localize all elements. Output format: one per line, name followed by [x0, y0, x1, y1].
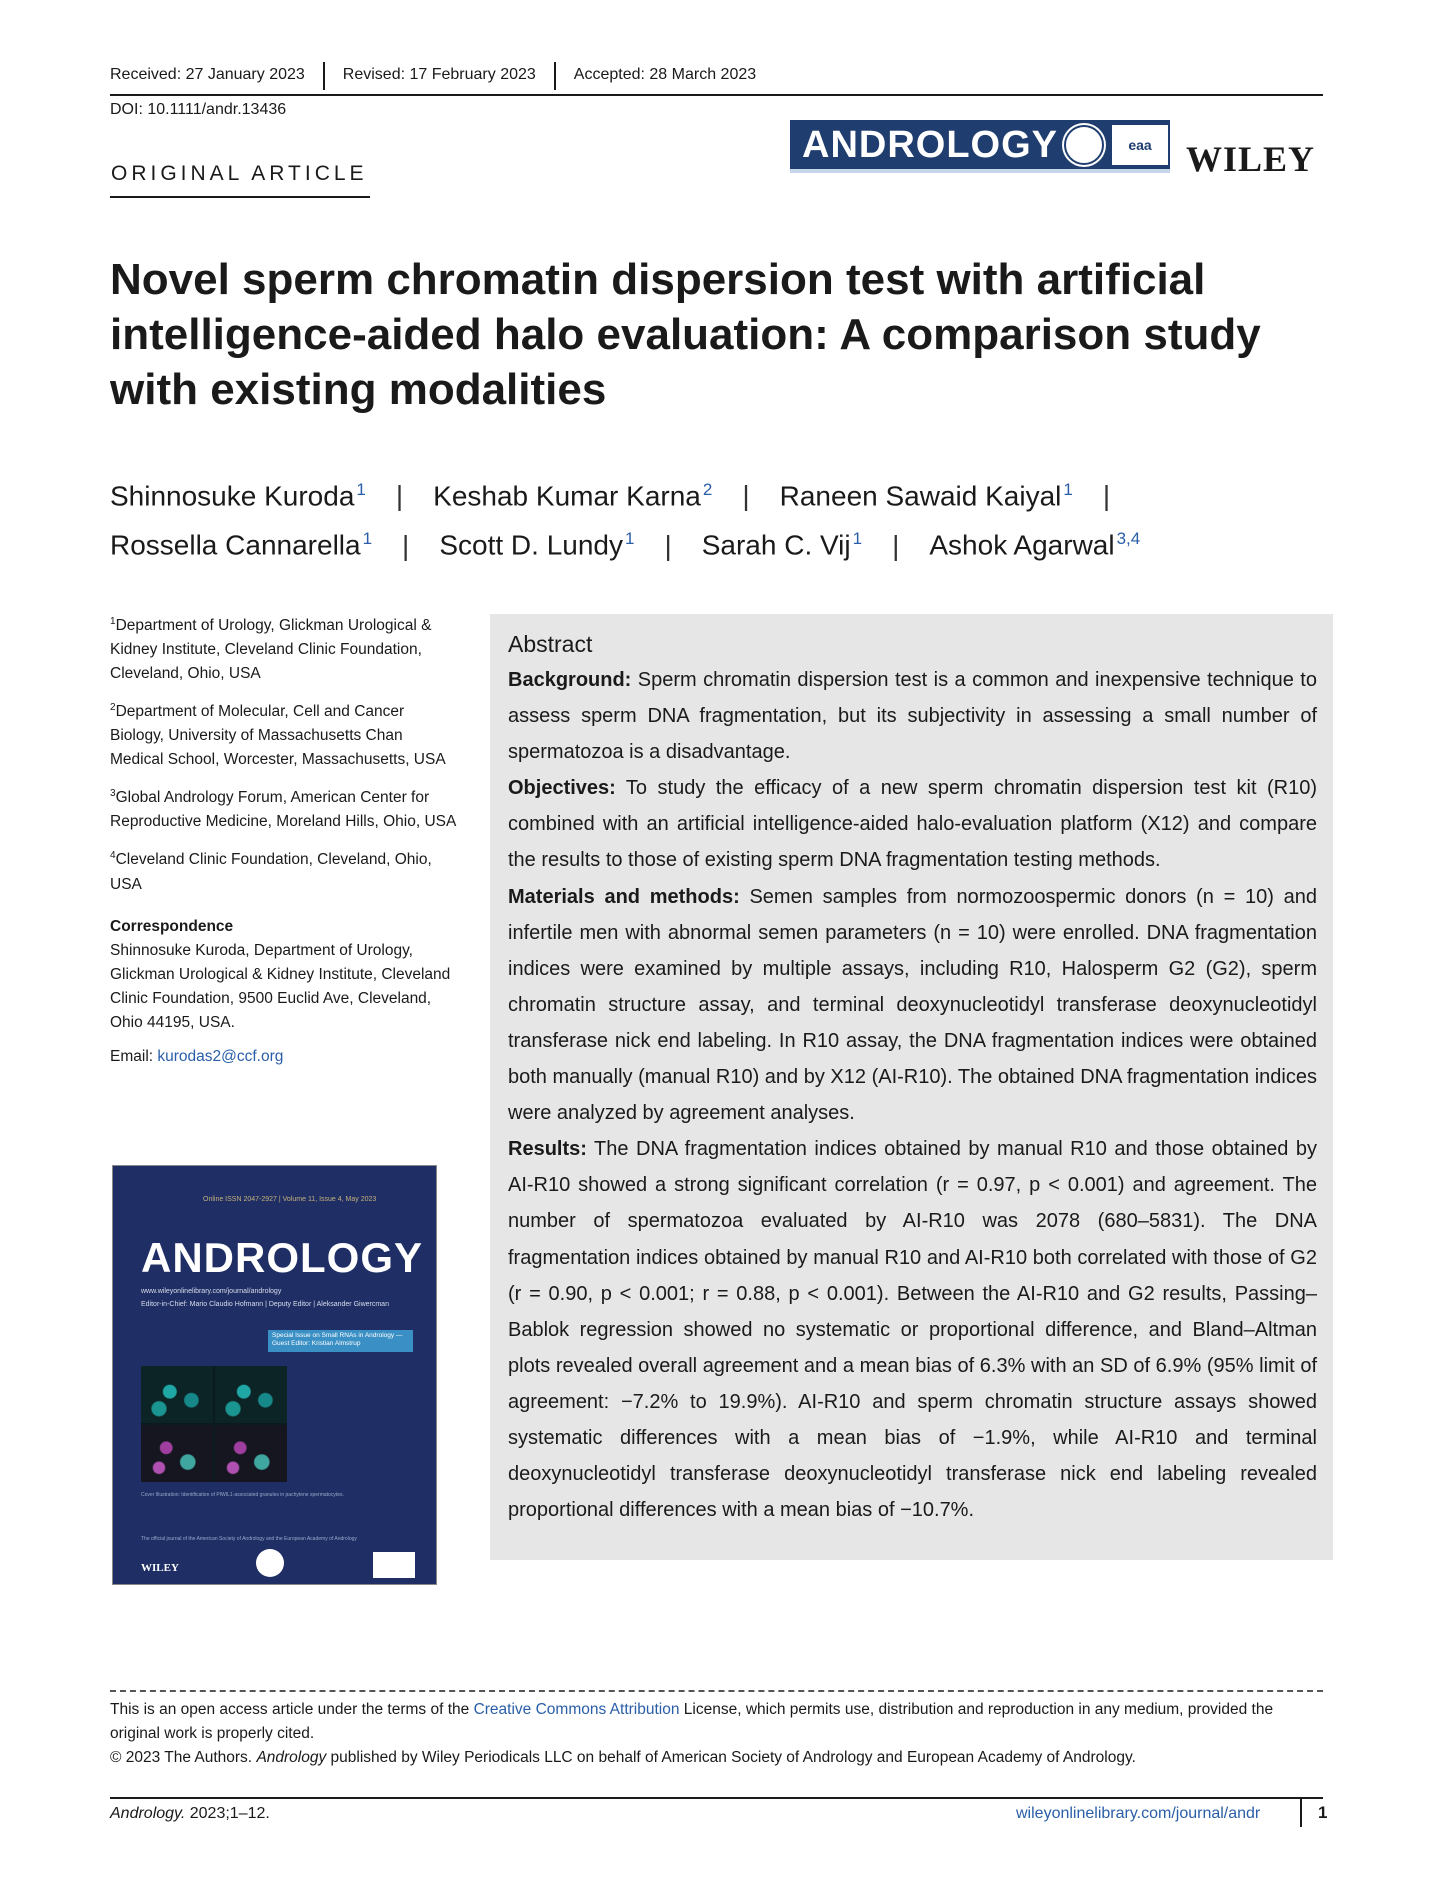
author-separator: | — [1102, 480, 1111, 512]
cover-special-issue: Special Issue on Small RNAs in Andrology — Guest Editor: Kristian Almstrup — [268, 1330, 413, 1352]
article-title: Novel sperm chromatin dispersion test with artificial intelligence-aided halo evaluation: A comparison study with existing modalities — [110, 255, 1261, 414]
article-type-underline — [110, 196, 370, 198]
doi[interactable]: DOI: 10.1111/andr.13436 — [110, 101, 287, 118]
author-list — [110, 468, 1340, 567]
journal-cover-image — [112, 1165, 437, 1585]
author-separator: | — [742, 480, 750, 512]
author-row — [110, 468, 1340, 517]
license-notice — [110, 1698, 1323, 1770]
author[interactable]: Sarah C. Vij $^1$ — [701, 529, 863, 561]
history-dates — [110, 62, 1323, 96]
cover-caption: Cover Illustration: Identification of PIWIL1-associated granules in pachytene spermatocytes. — [141, 1492, 344, 1498]
journal-logo-text: ANDROLOGY — [802, 123, 1058, 166]
eaa-logo-icon — [373, 1552, 415, 1578]
page-number-separator — [1300, 1797, 1302, 1827]
revised-date: Revised: 17 February 2023 — [342, 66, 536, 83]
journal-site-link[interactable]: wileyonlinelibrary.com/journal/andr — [1016, 1805, 1261, 1822]
journal-logo — [790, 120, 1170, 173]
footer-rule — [110, 1797, 1323, 1799]
abstract-background: Background: Sperm chromatin dispersion test is a common and inexpensive technique to assess sperm DNA fragmentation, but its subjectivity in assessing a small number of spermatozoa is a disadvantage. — [508, 669, 1317, 764]
microscopy-panel — [215, 1425, 287, 1482]
abstract-methods: Materials and methods: Semen samples from normozoospermic donors (n = 10) and infertile men with abnormal semen parameters (n = 10) were enrolled. DNA fragmentation indices were examined by multiple assays, including R10, Halosperm G2 (G2), sperm chromatin structure assay, and terminal deoxynucleotidyl transferase deoxynucleotidyl transferase nick end labeling. In R10 assay, the DNA fragmentation indices were obtained both manually (manual R10) and by X12 (AI-R10). The obtained DNA fragmentation indices were analyzed by agreement analyses. — [508, 885, 1317, 1125]
affiliations — [110, 610, 460, 1079]
asa-seal-icon — [1064, 125, 1104, 165]
license-text: This is an open access article under the terms of the Creative Commons Attribution License, which permits use, distribution and reproduction in any medium, provided the original work is properly cited. — [110, 1701, 1274, 1742]
asa-seal-icon — [256, 1549, 284, 1577]
cover-publisher: WILEY — [141, 1562, 179, 1574]
abstract-objectives: Objectives: To study the efficacy of a new sperm chromatin dispersion test kit (R10) combined with an artificial intelligence-aided halo-evaluation platform (X12) and compare the results to those of existing sperm DNA fragmentation testing methods. — [508, 777, 1317, 872]
cc-license-link[interactable]: Creative Commons Attribution — [473, 1701, 680, 1718]
abstract-box — [490, 614, 1333, 1560]
microscopy-panel — [141, 1366, 213, 1423]
affiliation: $^1$Department of Urology, Glickman Urological & Kidney Institute, Cleveland Clinic Foundation, Cleveland, Ohio, USA — [110, 616, 432, 683]
author[interactable]: Ashok Agarwal $^{3,4}$ — [929, 529, 1141, 561]
author[interactable]: Rossella Cannarella $^1$ — [110, 529, 373, 561]
microscopy-panel — [141, 1425, 213, 1482]
cover-issue-line: Online ISSN 2047-2927 | Volume 11, Issue 4, May 2023 — [203, 1196, 377, 1203]
correspondence-body: Shinnosuke Kuroda, Department of Urology, Glickman Urological & Kidney Institute, Cleveland Clinic Foundation, 9500 Euclid Ave, Cleveland, Ohio 44195, USA. — [110, 941, 451, 1031]
author[interactable]: Shinnosuke Kuroda $^1$ — [110, 480, 366, 512]
eaa-logo-icon: eaa — [1112, 125, 1168, 165]
author-separator: | — [402, 529, 410, 561]
author-separator: | — [395, 480, 404, 512]
abstract-heading: Abstract — [508, 631, 593, 657]
author[interactable]: Keshab Kumar Karna $^2$ — [433, 480, 713, 512]
cover-footer-text: The official journal of the American Society of Andrology and the European Academy of Andrology — [141, 1536, 357, 1542]
author-separator: | — [664, 529, 672, 561]
affiliation: $^2$Department of Molecular, Cell and Cancer Biology, University of Massachusetts Chan Medical School, Worcester, Massachusetts, USA — [110, 702, 446, 769]
cover-title: ANDROLOGY — [141, 1234, 423, 1281]
author-row — [110, 517, 1340, 566]
correspondence-heading: Correspondence — [110, 917, 234, 935]
footer-divider — [110, 1690, 1323, 1692]
cover-editors: Editor-in-Chief: Mario Claudio Hofmann | Deputy Editor | Aleksander Giwercman — [141, 1301, 389, 1308]
article-type: ORIGINAL ARTICLE — [111, 162, 368, 185]
accepted-date: Accepted: 28 March 2023 — [573, 66, 757, 83]
author-separator: | — [892, 529, 900, 561]
author[interactable]: Raneen Sawaid Kaiyal $^1$ — [779, 480, 1073, 512]
cover-microscopy-image — [141, 1366, 287, 1482]
email-link[interactable]: kurodas2@ccf.org — [157, 1047, 284, 1065]
cover-url: www.wileyonlinelibrary.com/journal/andrology — [141, 1288, 282, 1295]
publisher-logo: WILEY — [1186, 139, 1316, 179]
received-date: Received: 27 January 2023 — [110, 66, 305, 83]
affiliation: $^3$Global Andrology Forum, American Center for Reproductive Medicine, Moreland Hills, Ohio, USA — [110, 788, 457, 831]
microscopy-panel — [215, 1366, 287, 1423]
abstract-results: Results: The DNA fragmentation indices obtained by manual R10 and those obtained by AI-R10 showed a strong significant correlation (r = 0.97, p < 0.001) and agreement. The number of spermatozoa evaluated by AI-R10 was 2078 (680–5831). The DNA fragmentation indices obtained by manual R10 and AI-R10 both correlated with those of G2 (r = 0.90, p < 0.001; r = 0.88, p < 0.001). Between the AI-R10 and G2 results, Passing–Bablok regression showed no systematic or proportional difference, and Bland–Altman plots revealed overall agreement and a mean bias of 6.3% with an SD of 6.9% (95% limit of agreement: −7.2% to 19.9%). AI-R10 and sperm chromatin structure assays showed systematic differences with a mean bias of −1.9%, while AI-R10 and terminal deoxynucleotidyl transferase deoxynucleotidyl transferase nick end labeling revealed proportional differences with a mean bias of −10.7%. — [508, 1138, 1317, 1522]
author[interactable]: Scott D. Lundy $^1$ — [439, 529, 635, 561]
journal-citation: Andrology. 2023;1–12. — [110, 1805, 270, 1822]
page-number: 1 — [1318, 1803, 1328, 1822]
copyright-text: © 2023 The Authors. Andrology published by Wiley Periodicals LLC on behalf of American Society of Andrology and European Academy of Andrology. — [110, 1749, 1136, 1766]
correspondence-email: Email: kurodas2@ccf.org — [110, 1047, 284, 1065]
affiliation: $^4$Cleveland Clinic Foundation, Cleveland, Ohio, USA — [110, 850, 432, 893]
